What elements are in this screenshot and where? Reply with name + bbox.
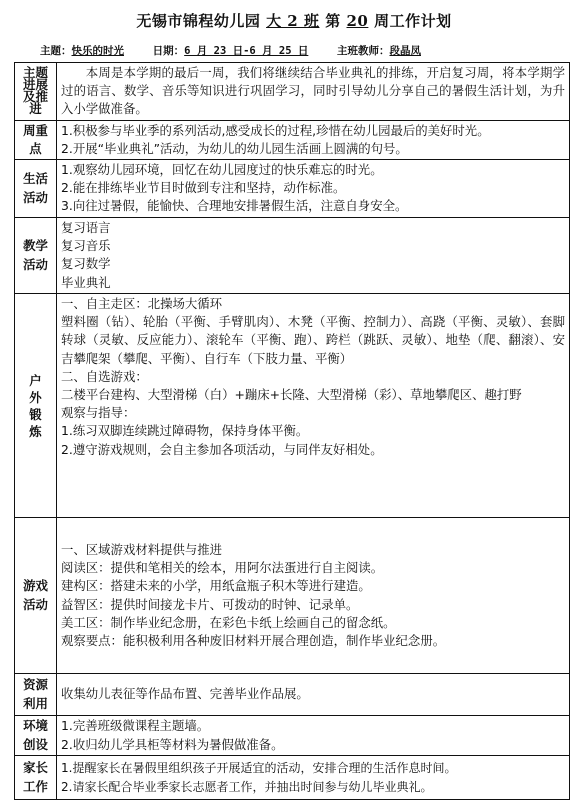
row-content — [57, 518, 570, 674]
resources-text: 收集幼儿表征等作品布置、完善毕业作品展。 — [61, 686, 309, 702]
row-label: 教学 活动 — [15, 218, 57, 294]
list-item: 2.能在排练毕业节目时做到专注和坚持，动作标准。 — [61, 180, 346, 196]
list-item: 美工区：制作毕业纪念册，在彩色卡纸上绘画自己的留念纸。 — [61, 614, 396, 630]
row-label: 户 外 锻 炼 — [15, 294, 57, 518]
list-item: 一、区域游戏材料提供与推进 — [61, 541, 223, 557]
row-label: 主题 进展 及推 进 — [15, 63, 57, 121]
school-name: 无锡市锦程幼儿园 — [136, 12, 261, 30]
list-item: 2.遵守游戏规则，会自主参加各项活动，与同伴友好相处。 — [61, 441, 383, 457]
row-content — [57, 756, 570, 800]
theme-value: 快乐的时光 — [71, 45, 124, 57]
row-theme-progress — [15, 63, 570, 121]
week-prefix: 第 — [325, 12, 341, 30]
row-outdoor — [15, 294, 570, 518]
list-item: 复习数学 — [61, 256, 111, 272]
row-content — [57, 674, 570, 716]
list-item: 1.积极参与毕业季的系列活动,感受成长的过程,珍惜在幼儿园最后的美好时光。 — [61, 122, 490, 138]
list-item: 2.开展“毕业典礼”活动，为幼儿的幼儿园生活画上圆满的句号。 — [61, 140, 408, 156]
teacher-value: 段晶凤 — [389, 45, 421, 57]
list-item: 毕业典礼 — [61, 274, 111, 290]
row-environment — [15, 716, 570, 756]
row-teaching — [15, 218, 570, 294]
page-title — [0, 10, 588, 31]
zone-title: 一、自主走区：北操场大循环 — [61, 296, 223, 312]
list-item: 2.收归幼儿学具柜等材料为暑假做准备。 — [61, 736, 284, 752]
zone-text: 塑料圈（钻）、轮胎（平衡、手臂肌肉）、木凳（平衡、控制力）、高跷（平衡、灵敏）、套脚转球（灵敏、反应能力）、滚轮车（平衡、跑）、跨栏（跳跃、灵敏）、地垫（爬、翻滚）、安吉攀爬架（攀爬、平衡）、自行车（下肢力量、平衡） — [61, 314, 565, 366]
row-life — [15, 160, 570, 218]
teacher-label: 主班教师： — [337, 45, 390, 57]
weekly-plan-table — [14, 62, 570, 800]
row-label: 游戏 活动 — [15, 518, 57, 674]
row-resources — [15, 674, 570, 716]
plan-title: 周工作计划 — [374, 12, 452, 30]
class-name: 大 2 班 — [266, 12, 320, 30]
guide-title: 观察与指导： — [61, 405, 136, 421]
list-item: 3.向往过暑假，能愉快、合理地安排暑假生活，注意自身安全。 — [61, 198, 408, 214]
list-item: 1.练习双脚连续跳过障碍物，保持身体平衡。 — [61, 423, 309, 439]
week-number: 20 — [346, 12, 369, 30]
list-item: 益智区：提供时间接龙卡片、可拨动的时钟、记录单。 — [61, 596, 359, 612]
row-label: 家长 工作 — [15, 756, 57, 800]
list-item: 阅读区：提供和笔相关的绘本，用阿尔法蛋进行自主阅读。 — [61, 560, 384, 576]
row-label: 资源 利用 — [15, 674, 57, 716]
list-item: 复习语言 — [61, 220, 111, 236]
row-content — [57, 294, 570, 518]
row-week-focus — [15, 120, 570, 159]
game-text: 二楼平台建构、大型滑梯（白）+蹦床+长隆、大型滑梯（彩）、草地攀爬区、趣打野 — [61, 387, 522, 403]
list-item: 建构区：搭建未来的小学，用纸盒瓶子积木等进行建造。 — [61, 578, 371, 594]
date-value: 6 月 23 日-6 月 25 日 — [184, 45, 309, 57]
row-content — [57, 218, 570, 294]
list-item: 1.提醒家长在暑假里组织孩子开展适宜的活动，安排合理的生活作息时间。 — [61, 761, 457, 776]
row-label: 环境 创设 — [15, 716, 57, 756]
row-content — [57, 160, 570, 218]
row-games — [15, 518, 570, 674]
game-title: 二、自选游戏： — [61, 368, 148, 384]
list-item: 观察要点：能积极利用各种废旧材料开展合理创造，制作毕业纪念册。 — [61, 632, 446, 648]
list-item: 1.观察幼儿园环境，回忆在幼儿园度过的快乐难忘的时光。 — [61, 162, 383, 178]
row-label: 周重 点 — [15, 120, 57, 159]
theme-label: 主题： — [40, 45, 72, 57]
row-content — [57, 716, 570, 756]
list-item: 1.完善班级微课程主题墙。 — [61, 718, 210, 734]
theme-progress-text: 本周是本学期的最后一周，我们将继续结合毕业典礼的排练，开启复习周，将本学期学过的语言、数学、音乐等知识进行巩固学习，同时引导幼儿分享自己的暑假生活计划，为升入小学做准备。 — [61, 65, 565, 117]
list-item: 复习音乐 — [61, 238, 111, 254]
row-parents — [15, 756, 570, 800]
row-content — [57, 120, 570, 159]
row-label: 生活 活动 — [15, 160, 57, 218]
plan-meta — [40, 43, 560, 58]
list-item: 2.请家长配合毕业季家长志愿者工作，并抽出时间参与幼儿毕业典礼。 — [61, 779, 433, 794]
date-label: 日期： — [152, 45, 185, 57]
row-content — [57, 63, 570, 121]
